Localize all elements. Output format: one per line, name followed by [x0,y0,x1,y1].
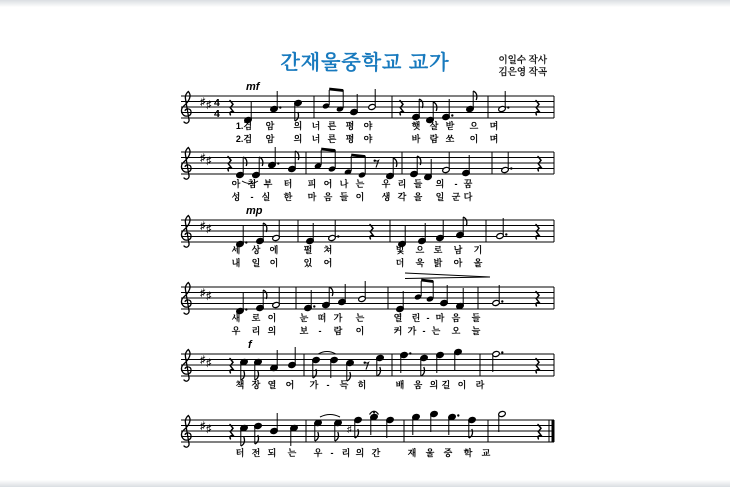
augmentation-dot [279,106,281,108]
lyric-syllable: 살 [429,121,439,131]
eighth-flag [241,437,245,446]
lyric-syllable: 꿈 [463,179,473,189]
lyric-syllable: 가 [333,313,343,323]
key-signature-sharp-icon: ♯ [200,420,206,432]
lyric-syllable: 나 [339,179,349,189]
lyric-syllable: 평 [345,134,355,144]
dynamic-marking: f [248,339,252,351]
lyric-syllable: 들 [413,179,423,189]
lyric-syllable: 우 [381,179,391,189]
lyric-syllable: 을 [413,192,423,202]
eighth-flag [295,112,299,121]
augmentation-dot [510,167,512,169]
hairpin-diminuendo [405,277,490,279]
lyric-syllable: - [250,192,254,202]
composer-credit: 김은영 작곡 [498,66,547,78]
eighth-flag [473,91,477,100]
lyric-syllable: - [422,326,426,336]
lyric-syllable: 햇 [411,121,421,131]
lyric-syllable: 학 [463,448,473,458]
lyric-syllable: 는 [355,179,365,189]
lyric-syllable: - [454,179,458,189]
lyric-syllable: 의 [267,326,277,336]
lyric-syllable: 야 [363,121,373,131]
lyric-syllable: 일 [251,258,261,268]
key-signature-sharp-icon: ♯ [206,357,212,369]
beam [351,155,365,157]
key-signature-sharp-icon: ♯ [206,223,212,235]
staff-system [181,339,554,390]
lyric-syllable: 며 [489,134,499,144]
beam [321,149,335,151]
lyric-syllable: 너 [311,121,321,131]
lyric-syllable: 늘 [471,326,481,336]
augmentation-dot [501,351,503,353]
lyric-syllable: 로 [433,245,443,255]
fermata-icon [373,412,375,414]
augmentation-dot [451,114,453,116]
lyric-syllable: 내 [231,258,241,268]
lyric-syllable: 생 [381,192,391,202]
lyric-syllable: 가 [309,380,319,390]
lyric-syllable: - [330,448,334,458]
lyric-syllable: 실 [261,192,271,202]
lyric-syllable: 터 [235,448,245,458]
lyric-syllable: 으 [469,121,479,131]
key-signature-sharp-icon: ♯ [200,287,206,299]
lyric-syllable: 배 [395,380,405,390]
augmentation-dot [457,414,459,416]
eighth-flag [463,217,467,226]
lyric-syllable: 침 [247,179,257,189]
eighth-flag [259,157,263,166]
lyric-syllable: 있 [303,258,313,268]
lyric-syllable: 야 [363,134,373,144]
lyric-syllable: 열 [267,380,277,390]
lyric-syllable: 바 [411,134,421,144]
lyric-syllable: 밝 [433,258,443,268]
lyric-syllable: 되 [267,448,277,458]
lyric-syllable: 의 [435,179,445,189]
lyric-syllable: 쏘 [445,134,455,144]
augmentation-dot [245,241,247,243]
lyric-syllable: 리 [341,448,351,458]
lyric-syllable: 아 [453,258,463,268]
augmentation-dot [313,305,315,307]
lyric-syllable: 길 [441,380,451,390]
lyric-syllable: 간 [371,448,381,458]
eighth-flag [421,367,425,376]
lyric-syllable: 터 [283,179,293,189]
lyric-syllable: 이 [469,134,479,144]
beam [329,89,343,91]
page-title: 간재울중학교 교가 [280,52,450,74]
augmentation-dot [277,162,279,164]
eighth-flag [243,157,247,166]
lyric-syllable: 어 [323,258,333,268]
lyric-syllable: 암 [265,134,275,144]
lyric-syllable: 열 [393,313,403,323]
time-signature-bottom: 4 [214,107,220,120]
lyric-syllable: 음 [451,313,461,323]
lyric-syllable: - [426,313,430,323]
bottom-border [0,480,730,487]
lyric-syllable: 이 [269,258,279,268]
lyric-syllable: 의 [429,380,439,390]
eighth-flag [433,102,437,111]
lyric-syllable: 각 [397,192,407,202]
lyric-syllable: 받 [445,121,455,131]
lyric-syllable: 다 [463,192,473,202]
lyric-syllable: 1.검 [235,121,253,131]
dynamic-marking: mp [246,205,263,217]
lyric-syllable: 른 [327,121,337,131]
lyric-syllable: 람 [333,326,343,336]
lyric-syllable: 피 [307,179,317,189]
augmentation-dot [409,352,411,354]
key-signature-sharp-icon: ♯ [200,354,206,366]
lyric-syllable: 쳐 [323,245,333,255]
lyric-syllable: 중 [443,448,453,458]
lyric-syllable: 마 [435,313,445,323]
lyric-syllable: 이 [355,192,365,202]
lyric-syllable: 2.검 [235,134,253,144]
lyric-syllable: 이 [267,313,277,323]
lyric-syllable: 는 [287,448,297,458]
hairpin-diminuendo [405,273,490,277]
lyric-syllable: 너 [311,134,321,144]
lyric-syllable: 울 [425,448,435,458]
lyric-syllable: 떠 [317,313,327,323]
lyric-syllable: 움 [413,380,423,390]
lyric-syllable: 득 [339,380,349,390]
lyric-syllable: 빛 [395,245,405,255]
key-signature-sharp-icon: ♯ [206,155,212,167]
lyric-syllable: 어 [323,179,333,189]
lyric-syllable: 기 [473,245,483,255]
lyric-syllable: 른 [327,134,337,144]
staff-system [181,273,554,336]
lyric-syllable: 커 [393,326,403,336]
staff-system [181,147,554,202]
lyric-syllable: 의 [293,134,303,144]
key-signature-sharp-icon: ♯ [200,96,206,108]
beam [421,280,433,282]
lyric-syllable: - [326,380,330,390]
augmentation-dot [337,235,339,237]
eighth-flag [393,158,397,167]
lyric-syllable: 는 [431,326,441,336]
lyric-syllable: 에 [269,245,279,255]
lyric-syllable: 전 [251,448,261,458]
lyric-syllable: 상 [251,245,261,255]
lyric-syllable: 음 [323,192,333,202]
lyric-syllable: 책 [235,380,245,390]
lyric-syllable: 는 [355,313,365,323]
eighth-flag [241,371,245,380]
lyric-syllable: 한 [283,192,293,202]
key-signature-sharp-icon: ♯ [206,423,212,435]
accidental-sharp-icon: ♯ [347,424,352,434]
key-signature-sharp-icon: ♯ [206,99,212,111]
eighth-flag [329,287,333,296]
lyric-syllable: 우 [313,448,323,458]
dynamic-marking: mf [246,81,260,93]
eighth-flag [377,367,381,376]
lyric-syllable: 으 [415,245,425,255]
augmentation-dot [245,308,247,310]
final-barline [552,420,555,442]
time-signature-top: 4 [214,96,220,109]
key-signature-sharp-icon: ♯ [200,152,206,164]
staff-system [181,411,555,458]
lyric-syllable: 람 [429,134,439,144]
lyric-syllable: 눈 [299,313,309,323]
lyric-syllable: 마 [307,192,317,202]
lyric-syllable: 장 [251,380,261,390]
lyric-syllable: 성 [231,192,241,202]
lyric-syllable: 로 [251,313,261,323]
lyric-syllable: 올 [473,258,483,268]
lyric-syllable: 보 [299,326,309,336]
lyric-syllable: 리 [251,326,261,336]
lyric-syllable: 우 [231,326,241,336]
lyric-syllable: 욱 [415,258,425,268]
augmentation-dot [501,300,503,302]
tie-slur [320,415,340,418]
lyric-syllable: 들 [339,192,349,202]
key-signature-sharp-icon: ♯ [206,290,212,302]
key-signature-sharp-icon: ♯ [200,220,206,232]
lyric-syllable: 이 [457,380,467,390]
lyric-syllable: 의 [355,448,365,458]
lyric-syllable: 히 [357,380,367,390]
staff-system [181,205,554,268]
lyric-syllable: 세 [231,245,241,255]
lyric-syllable: 군 [451,192,461,202]
lyric-syllable: 이 [355,326,365,336]
lyric-syllable: 오 [451,326,461,336]
lyricist-credit: 이일수 작사 [498,55,547,66]
lyric-syllable: 암 [265,121,275,131]
staff-system [181,81,554,144]
lyric-syllable: 린 [411,313,421,323]
lyric-syllable: 라 [475,380,485,390]
lyric-syllable: 일 [435,192,445,202]
augmentation-dot [507,106,509,108]
lyric-syllable: 부 [263,179,273,189]
lyric-syllable: 들 [471,313,481,323]
augmentation-dot [505,233,507,235]
lyric-syllable: 교 [481,448,491,458]
lyric-syllable: 며 [489,121,499,131]
lyric-syllable: 펼 [303,245,313,255]
lyric-syllable: 새 [231,313,241,323]
lyric-syllable: 어 [285,380,295,390]
lyric-syllable: 아 [231,179,241,189]
lyric-syllable: 평 [345,121,355,131]
lyric-syllable: 가 [407,326,417,336]
lyric-syllable: 재 [407,448,417,458]
lyric-syllable: 남 [453,245,463,255]
lyric-syllable: 의 [293,121,303,131]
lyric-syllable: 더 [395,258,405,268]
lyric-syllable: 리 [397,179,407,189]
eighth-flag [255,371,259,380]
lyric-syllable: - [318,326,322,336]
